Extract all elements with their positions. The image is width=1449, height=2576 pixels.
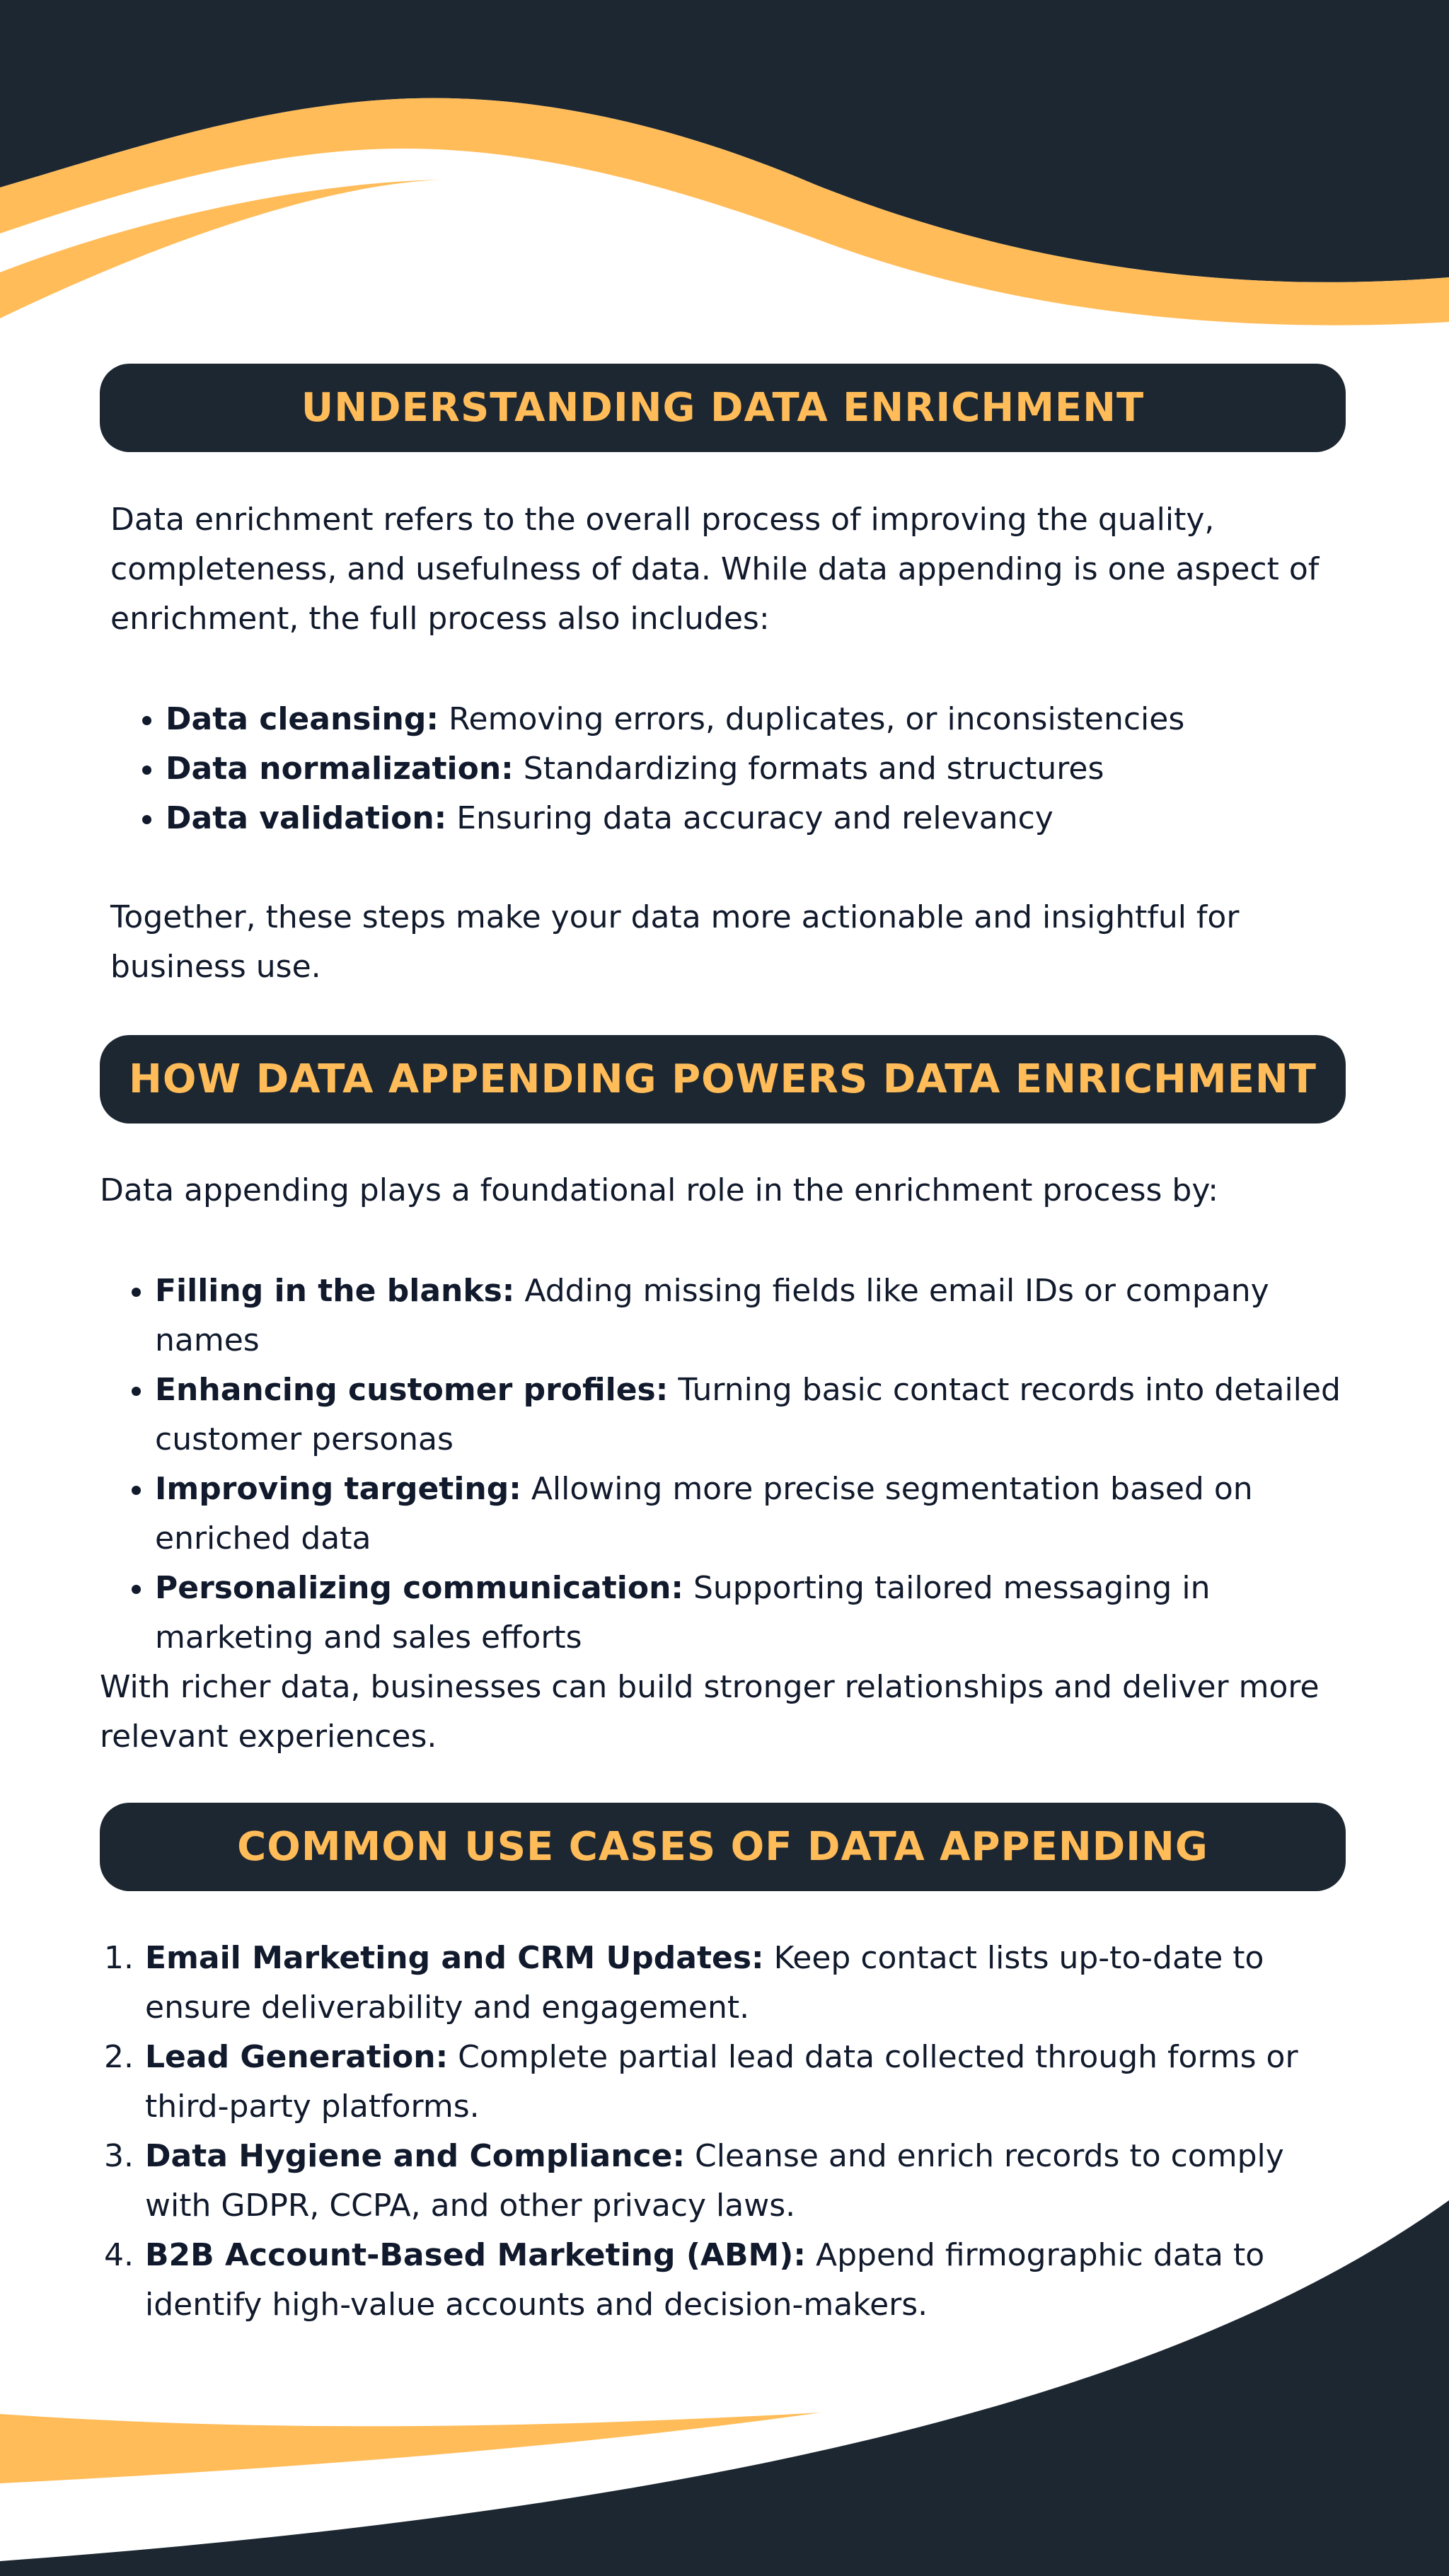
item-term: B2B Account-Based Marketing (ABM): [145,2237,807,2273]
section-heading-use-cases [100,1803,1346,1891]
item-term: Filling in the blanks: [155,1273,515,1309]
item-desc: Complete partial lead data collected through forms or third-party platforms. [145,2039,1298,2125]
item-term: Data validation: [166,800,447,836]
section2-outro: With richer data, businesses can build stronger relationships and deliver more relevant experiences. [100,1669,1320,1755]
list-item [166,744,1184,794]
list-item [166,695,1184,744]
item-desc: Removing errors, duplicates, or inconsistencies [438,701,1185,737]
section-heading-text: HOW DATA APPENDING POWERS DATA ENRICHMENT [129,1056,1317,1102]
item-desc: Adding missing fields like email IDs or company names [155,1273,1269,1358]
item-desc: Supporting tailored messaging in marketing and sales efforts [155,1570,1211,1656]
list-item [155,1564,1352,1663]
item-term: Data Hygiene and Compliance: [145,2138,686,2174]
list-item [144,2033,1352,2132]
section-heading-understanding [100,364,1346,452]
section-heading-text: UNDERSTANDING DATA ENRICHMENT [301,385,1145,431]
item-desc: Turning basic contact records into detailed customer personas [155,1372,1341,1457]
item-term: Lead Generation: [145,2039,449,2075]
list-item [144,1934,1352,2033]
section-heading-text: COMMON USE CASES OF DATA APPENDING [237,1824,1208,1870]
section2-intro: Data appending plays a foundational role in the enrichment process by: [100,1172,1219,1208]
item-term: Personalizing communication: [155,1570,683,1606]
item-desc: Allowing more precise segmentation based on enriched data [155,1471,1253,1556]
item-term: Improving targeting: [155,1471,521,1507]
item-desc: Cleanse and enrich records to comply with GDPR, CCPA, and other privacy laws. [145,2138,1284,2224]
list-item [155,1266,1352,1365]
item-term: Email Marketing and CRM Updates: [145,1940,764,1976]
section1-intro: Data enrichment refers to the overall process of improving the quality, completeness, and usefulness of data. While data appending is one aspect of enrichment, the full process also includes: [110,502,1320,637]
section-heading-how-appending [100,1035,1346,1124]
top-wave-decoration [0,0,1449,333]
section1-outro: Together, these steps make your data more actionable and insightful for business use. [110,899,1240,985]
item-desc: Append firmographic data to identify high-value accounts and decision-makers. [145,2237,1265,2323]
item-desc: Ensuring data accuracy and relevancy [446,800,1053,836]
item-desc: Keep contact lists up-to-date to ensure deliverability and engagement. [145,1940,1264,2026]
list-item [166,794,1184,843]
item-desc: Standardizing formats and structures [513,751,1104,787]
item-term: Enhancing customer profiles: [155,1372,669,1408]
item-term: Data cleansing: [166,701,439,737]
section2-list [100,1266,1352,1663]
item-term: Data normalization: [166,751,514,787]
list-item [155,1365,1352,1465]
list-item [155,1465,1352,1564]
section1-list [110,695,1184,843]
bottom-wave-decoration [0,2193,1449,2576]
